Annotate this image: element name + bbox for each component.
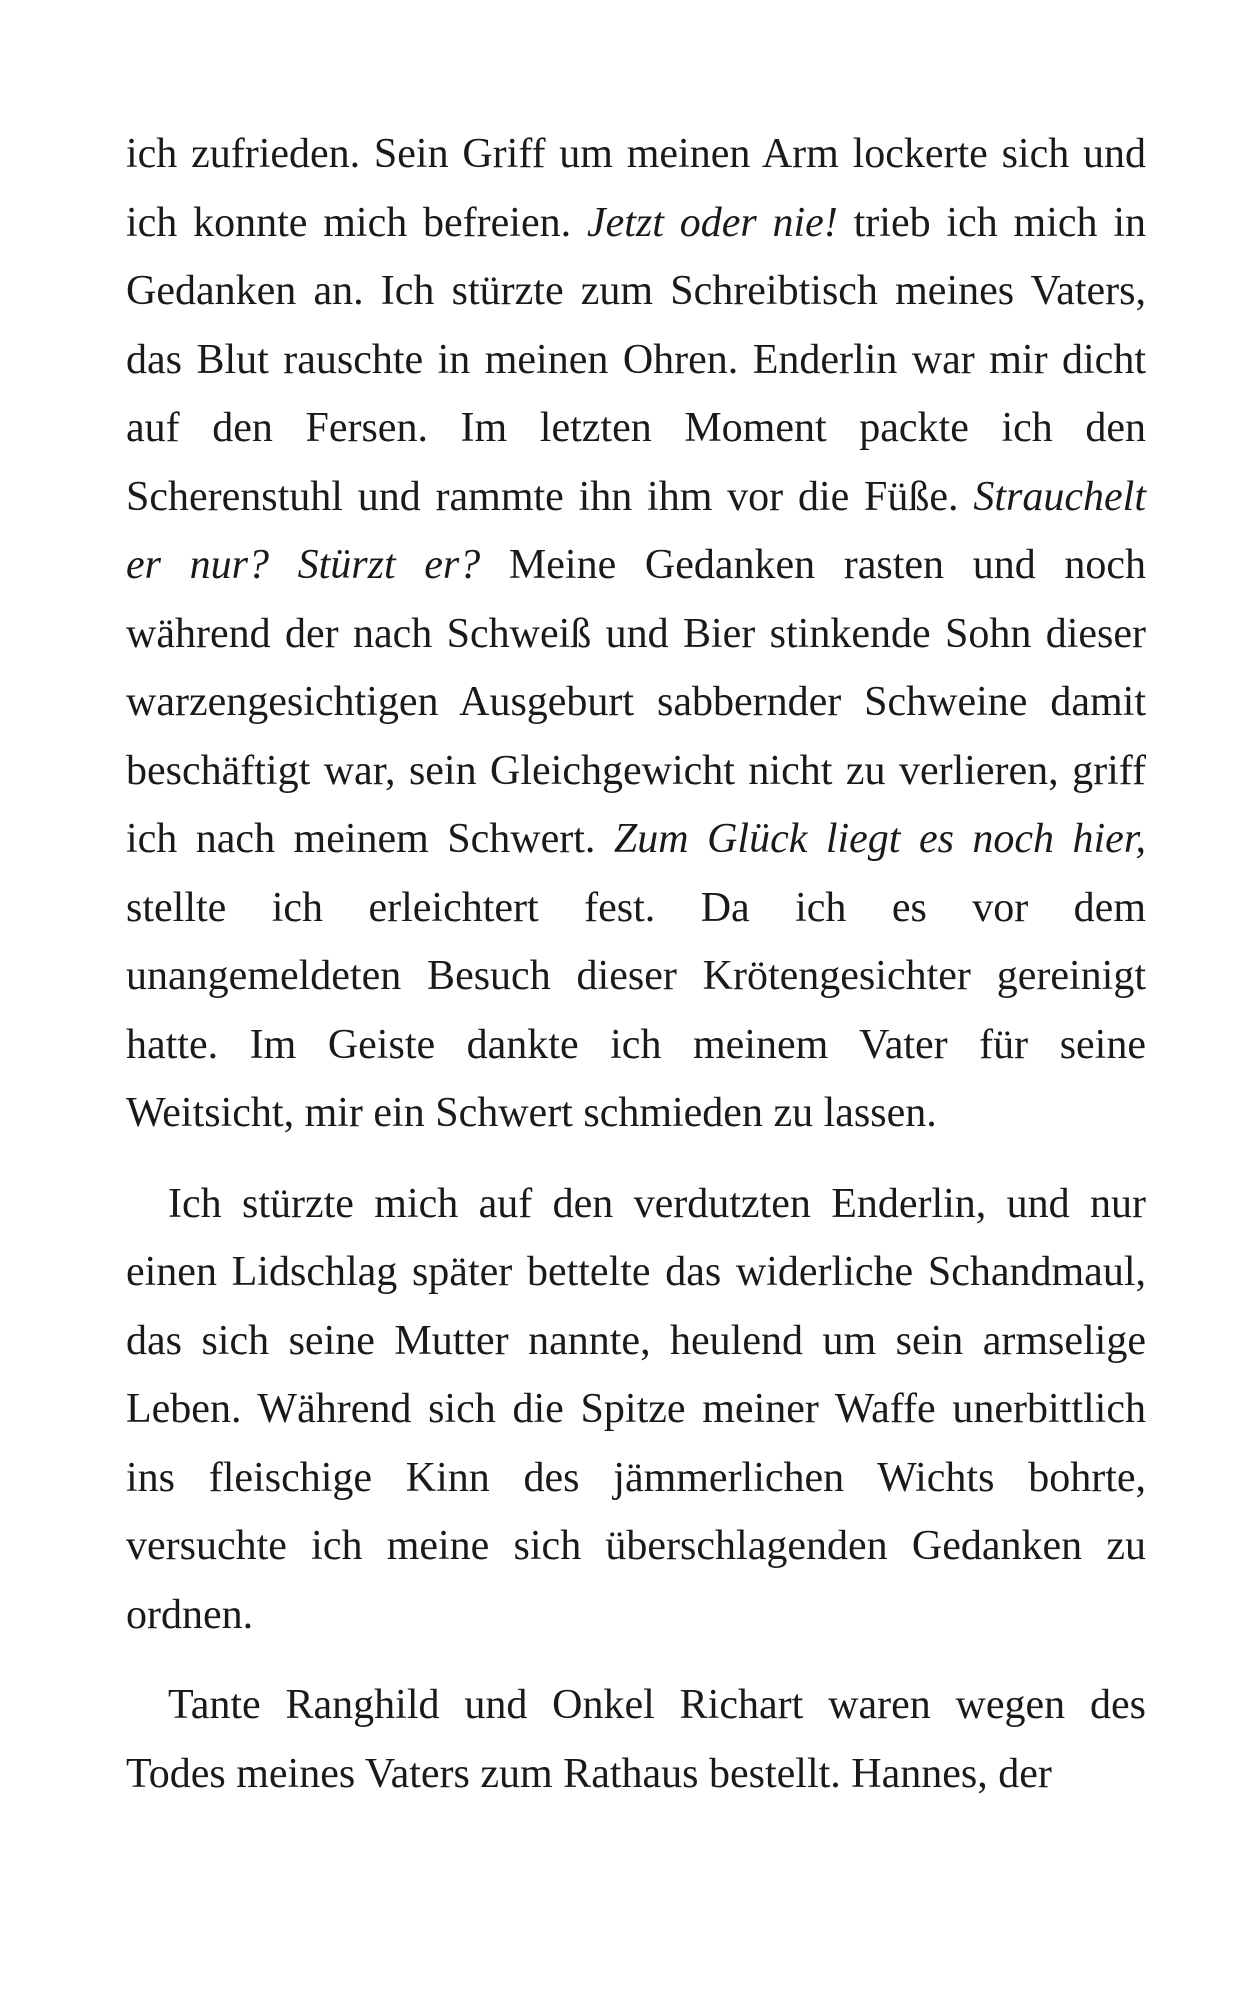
book-page — [126, 120, 1146, 1808]
italic-thought: Zum Glück liegt es noch hier, — [613, 816, 1147, 862]
paragraph-1 — [126, 120, 1146, 1148]
paragraph-3 — [126, 1671, 1146, 1808]
text-segment: Ich stürzte mich auf den verdutzten Enderlin, und nur einen Lidschlag später bettelte das widerliche Schandmaul, das sich seine Mutter nannte, heulend um sein armselige Leben. Während sich die Spitze meiner Waffe unerbittlich ins fleischige Kinn des jämmerlichen Wichts bohrte, versuchte ich meine sich überschlagenden Gedanken zu ordnen. — [126, 1180, 1146, 1638]
text-segment: stellte ich erleichtert fest. Da ich es vor dem unangemeldeten Besuch dieser Krötengesichter gereinigt hatte. Im Geiste dankte ich meinem Vater für seine Weitsicht, mir ein Schwert schmieden zu lassen. — [126, 884, 1146, 1136]
text-segment: ich zufrieden. Sein Griff um meinen Arm lockerte sich und ich konnte mich befreien. — [126, 131, 1146, 246]
italic-thought: Jetzt oder nie! — [586, 199, 838, 246]
text-segment: Tante Ranghild und Onkel Richart waren wegen des Todes meines Vaters zum Rathaus bestellt. Hannes, der — [126, 1682, 1146, 1797]
text-segment: trieb ich mich in Gedanken an. Ich stürzte zum Schreibtisch meines Vaters, das Blut rauschte in meinen Ohren. Enderlin war mir dicht auf den Fersen. Im letzten Moment packte ich den Scherenstuhl und rammte ihn ihm vor die Füße. — [126, 199, 1147, 520]
text-segment: Meine Gedanken rasten und noch während der nach Schweiß und Bier stinkende Sohn dieser warzengesichtigen Ausgeburt sabbernder Schweine damit beschäftigt war, sein Gleichgewicht nicht zu verlieren, griff ich nach meinem Schwert. — [126, 542, 1146, 862]
italic-thought: Strauchelt er nur? Stürzt er? — [126, 473, 1146, 588]
paragraph-2 — [126, 1170, 1146, 1650]
